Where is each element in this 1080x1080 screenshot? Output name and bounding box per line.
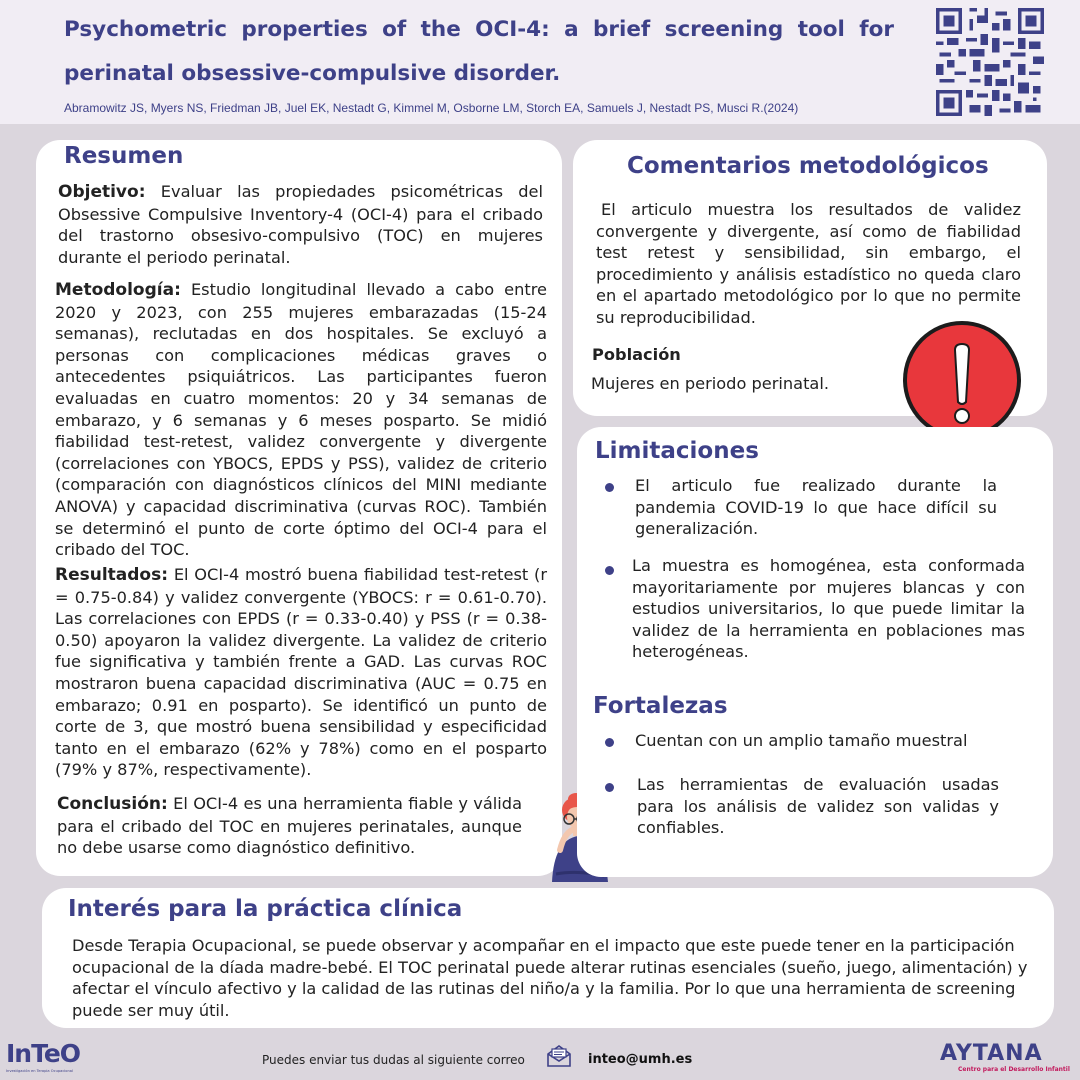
- comentarios-heading: Comentarios metodológicos: [627, 153, 989, 179]
- fortalezas-heading: Fortalezas: [593, 693, 728, 719]
- interes-text: Desde Terapia Ocupacional, se puede observar y acompañar en el impacto que este puede tener en la participación ocupacional de la díada madre-bebé. El TOC perinatal puede alterar rutinas esenciales (sueño, juego, alimentación) y afectar el vínculo afectivo y la calidad de las rutinas del niño/a y la familia. Por lo que una herramienta de screening puede ser muy útil.: [72, 936, 1028, 1020]
- interes-heading: Interés para la práctica clínica: [68, 896, 463, 922]
- qr-code-icon[interactable]: [935, 8, 1045, 116]
- limitaciones-card: [577, 427, 1053, 877]
- conclusion-text: El OCI-4 es una herramienta fiable y válida para el cribado del TOC en mujeres perinatales, aunque no debe usarse como diagnóstico definitivo.: [57, 794, 522, 858]
- poblacion-label: Población: [592, 345, 681, 364]
- aytana-logo-subtitle: Centro para el Desarrollo Infantil: [958, 1066, 1070, 1073]
- conclusion-label: Conclusión:: [57, 794, 168, 814]
- resumen-heading: Resumen: [64, 143, 184, 169]
- metodologia-text: Estudio longitudinal llevado a cabo entre 2020 y 2023, con 255 mujeres embarazadas (15-24 semanas), reclutadas en dos hospitales. Se excluyó a personas con complicaciones médicas graves o antecedentes psiquiátricos. Las participantes fueron evaluadas en cuatro momentos: 20 y 34 semanas de embarazo, y 6 semanas y 6 meses posparto. Se midió fiabilidad test-retest, validez convergente y divergente (correlaciones con YBOCS, EPDS y PSS), validez de criterio (comparación con diagnósticos clínicos del MINI mediante ANOVA) y capacidad discriminativa (curvas ROC). También se determinó el punto de corte óptimo del OCI-4 para el cribado del TOC.: [55, 280, 547, 560]
- objetivo-label: Objetivo:: [58, 182, 146, 202]
- contact-email-link[interactable]: inteo@umh.es: [588, 1052, 693, 1067]
- comentarios-text: El articulo muestra los resultados de validez convergente y divergente, así como de fiabilidad test retest y sensibilidad, sin embargo, el procedimiento y análisis estadístico no queda claro en el apartado metodológico por lo que no permite su reproducibilidad.: [596, 200, 1021, 327]
- contact-text: Puedes enviar tus dudas al siguiente correo: [262, 1053, 525, 1067]
- fortalezas-item-2: Las herramientas de evaluación usadas para los análisis de validez son validas y confiables.: [637, 775, 999, 838]
- resumen-card: [36, 140, 562, 876]
- mail-icon: [546, 1044, 572, 1068]
- bullet-icon: [605, 566, 614, 575]
- metodologia-paragraph: [55, 279, 547, 561]
- conclusion-paragraph: [57, 793, 522, 859]
- resultados-text: El OCI-4 mostró buena fiabilidad test-retest (r = 0.75-0.84) y validez convergente (YBOCS: r = 0.61-0.70). Las correlaciones con EPDS (r = 0.33-0.40) y PSS (r = 0.38-0.50) apoyaron la validez divergente. La validez de criterio fue significativa y también frente a GAD. Las curvas ROC mostraron buena capacidad discriminativa (AUC = 0.75 en embarazo; 0.91 en posparto). Se identificó un punto de corte de 3, que mostró buena sensibilidad y especificidad tanto en el embarazo (62% y 78%) como en el posparto (79% y 87%, respectivamente).: [55, 565, 547, 780]
- inteo-logo-subtitle: Investigación en Terapia Ocupacional: [6, 1069, 73, 1073]
- authors-line: Abramowitz JS, Myers NS, Friedman JB, Juel EK, Nestadt G, Kimmel M, Osborne LM, Storch EA, Samuels J, Nestadt PS, Musci R.(2024): [64, 101, 799, 115]
- objetivo-paragraph: [58, 181, 543, 268]
- limitaciones-heading: Limitaciones: [595, 438, 759, 464]
- interes-card: [42, 888, 1054, 1028]
- poblacion-text: Mujeres en periodo perinatal.: [591, 374, 829, 393]
- fortalezas-item-1: Cuentan con un amplio tamaño muestral: [635, 731, 968, 750]
- bullet-icon: [605, 483, 614, 492]
- limitaciones-item-2: La muestra es homogénea, esta conformada mayoritariamente por mujeres blancas y con estudios universitarios, lo que puede limitar la validez de la herramienta en poblaciones mas heterogéneas.: [632, 556, 1025, 662]
- aytana-logo[interactable]: [940, 1042, 1074, 1080]
- bullet-icon: [605, 783, 614, 792]
- objetivo-text: Evaluar las propiedades psicométricas del Obsessive Compulsive Inventory-4 (OCI-4) para el cribado del trastorno obsesivo-compulsivo (TOC) en mujeres durante el periodo perinatal.: [58, 182, 543, 267]
- poster-title: Psychometric properties of the OCI-4: a brief screening tool for perinatal obsessive-compulsive disorder.: [64, 17, 894, 86]
- resultados-label: Resultados:: [55, 565, 169, 585]
- aytana-logo-text: AYTANA: [940, 1041, 1043, 1066]
- header: [0, 0, 1080, 124]
- inteo-logo-text: InTeO: [6, 1039, 81, 1068]
- limitaciones-item-1: El articulo fue realizado durante la pandemia COVID-19 lo que hace difícil su generalización.: [635, 476, 997, 539]
- metodologia-label: Metodología:: [55, 280, 181, 300]
- resultados-paragraph: [55, 564, 547, 781]
- exclamation-alert-icon: [900, 318, 1024, 442]
- inteo-logo[interactable]: [6, 1040, 96, 1078]
- bullet-icon: [605, 738, 614, 747]
